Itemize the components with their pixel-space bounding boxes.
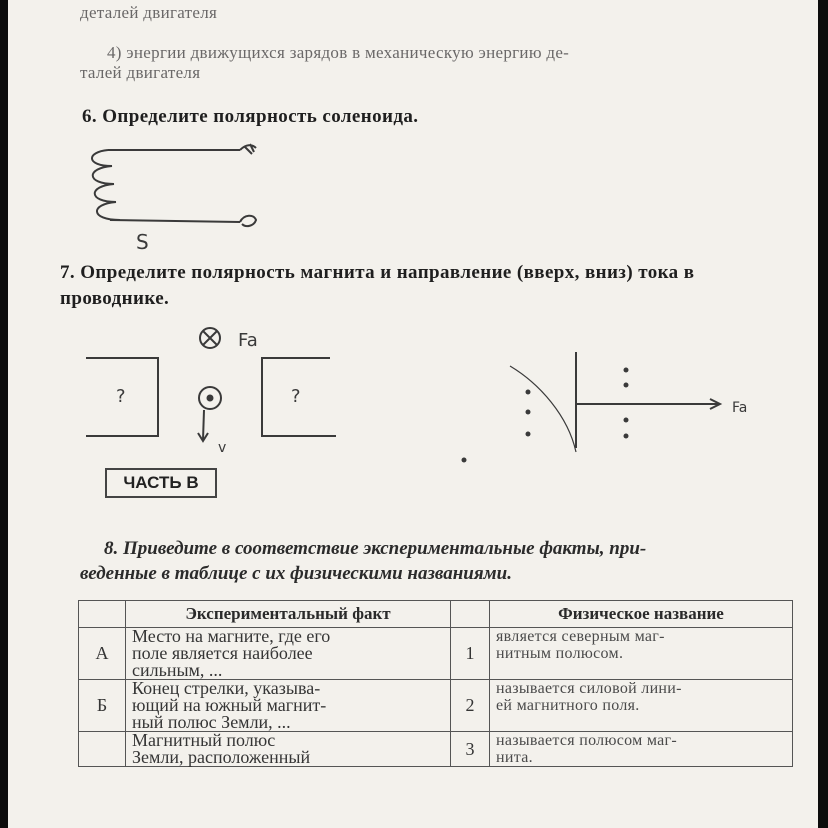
option-4-line-1: 4) энергии движущихся зарядов в механическую энергию де- [107, 43, 570, 62]
table-row [79, 680, 793, 732]
header-physical-name: Физическое название [490, 601, 793, 628]
question-6-text: 6. Определите полярность соленоида. [82, 106, 419, 127]
magnet-diagram-left [86, 328, 336, 441]
table-row [79, 732, 793, 767]
question-8-line-1: 8. Приведите в соответствие экспериментальные факты, при- [104, 538, 647, 559]
force-label-left: Fa [238, 330, 258, 351]
previous-question-cut-line: деталей двигателя [80, 3, 218, 22]
solenoid-bottom-terminal [240, 216, 256, 226]
name-cell: называется силовой лини- ей магнитного поля. [490, 680, 793, 732]
row-letter: А [79, 628, 126, 680]
name-cell: называется полюсом маг- нита. [490, 732, 793, 767]
fact-cell: Конец стрелки, указыва- ющий на южный магнит- ный полюс Земли, ... [126, 680, 451, 732]
table-row [79, 628, 793, 680]
solenoid-hand-label: S [136, 230, 149, 254]
question-7-line-2: проводнике. [60, 288, 170, 309]
right-magnet-unknown: ? [291, 386, 301, 407]
row-number: 2 [451, 680, 490, 732]
field-curve [510, 366, 576, 452]
row-letter [79, 732, 126, 767]
velocity-label: v [218, 440, 227, 456]
row-letter: Б [79, 680, 126, 732]
solenoid-diagram [92, 144, 256, 226]
photo-edge-left [0, 0, 8, 828]
solenoid-coil [92, 150, 120, 220]
fact-cell: Магнитный полюс Земли, расположенный [126, 732, 451, 767]
question-8-line-2: веденные в таблице с их физическими названиями. [80, 563, 512, 584]
solenoid-bottom-wire [110, 220, 240, 222]
field-dots [462, 368, 629, 463]
row-number: 1 [451, 628, 490, 680]
photo-edge-right [818, 0, 828, 828]
matching-table [78, 600, 793, 767]
header-experimental-fact: Экспериментальный факт [126, 601, 451, 628]
part-b-label: ЧАСТЬ В [105, 468, 217, 498]
field-diagram-right [510, 352, 720, 452]
velocity-arrow-icon [198, 410, 208, 441]
name-cell: является северным маг- нитным полюсом. [490, 628, 793, 680]
solenoid-top-terminal [240, 144, 256, 154]
option-4-line-2: талей двигателя [80, 63, 201, 82]
fact-cell: Место на магните, где его поле является наиболее сильным, ... [126, 628, 451, 680]
table-header-row [79, 601, 793, 628]
left-magnet-unknown: ? [116, 386, 126, 407]
force-label-right: Fa [732, 400, 748, 416]
question-7-line-1: 7. Определите полярность магнита и направление (вверх, вниз) тока в [60, 262, 695, 283]
row-number: 3 [451, 732, 490, 767]
